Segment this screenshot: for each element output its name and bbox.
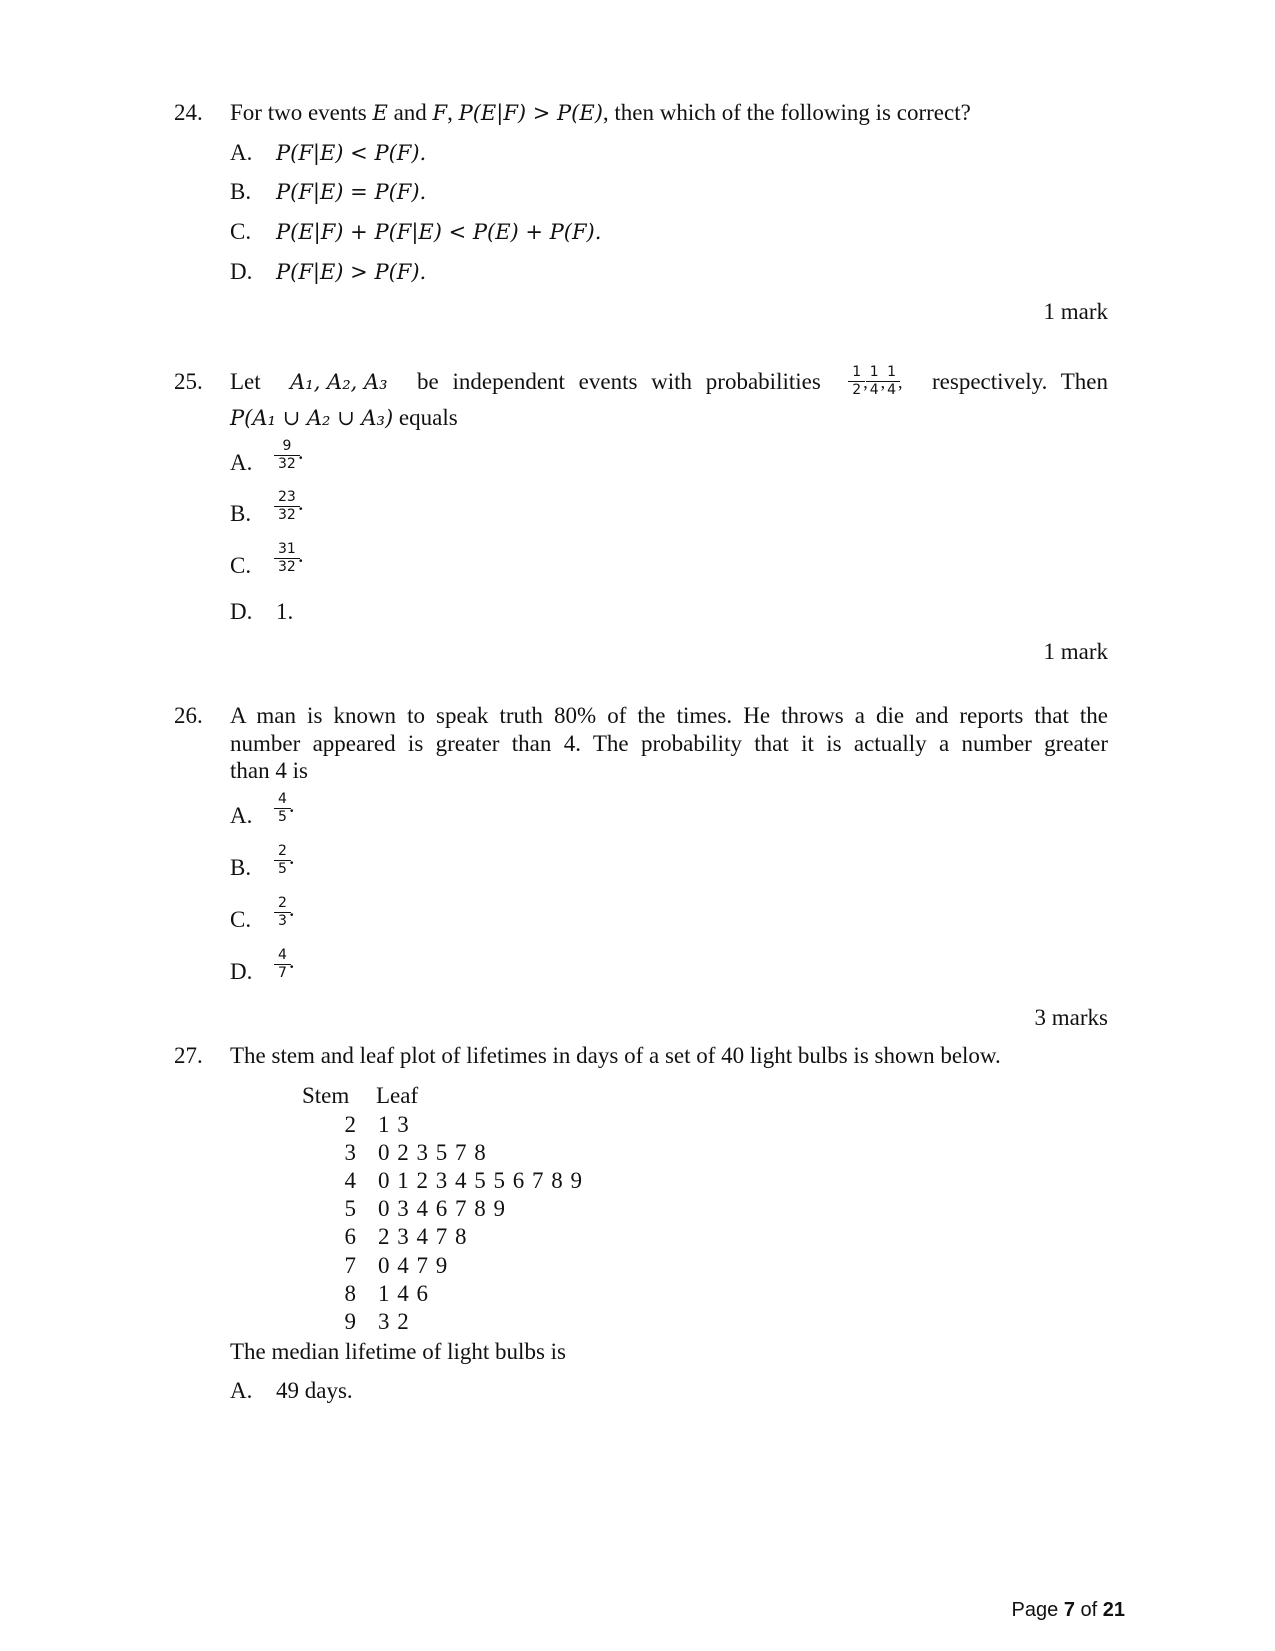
leaf-values: 1 4 6 [378,1281,429,1306]
option-d: 1. [276,599,294,624]
let-word: Let [230,368,261,394]
question-prompt: The median lifetime of light bulbs is [230,1339,566,1364]
numerator: 4 [278,791,287,807]
stem-value: 2 [344,1112,356,1137]
leaf-values: 1 3 [378,1112,410,1137]
leaf-values: 0 2 3 5 7 8 [378,1140,487,1165]
stem-value: 6 [344,1224,356,1249]
marks-label: 3 marks [1034,1005,1108,1030]
comma: , [447,100,453,125]
option-letter-b: B. [230,855,252,880]
page-footer [1012,1599,1125,1622]
option-c: $\frac{31}{32}$ . [276,541,304,576]
stem-value: 7 [344,1253,356,1278]
option-d: P(F|E) > P(F). [276,260,427,284]
stem-middle: be independent events with probabilities [417,368,821,394]
option-letter-d: D. [230,599,253,624]
numerator: 31 [278,541,296,557]
stem-text: For two events [230,100,367,125]
option-fraction [276,541,298,576]
denominator: 5 [278,809,287,825]
option-fraction [276,895,289,930]
question-number: 24. [174,100,203,125]
prob-fraction [850,364,863,399]
stem-value: 4 [344,1168,356,1193]
numerator: 23 [278,489,296,505]
option-c: P(E|F) + P(F|E) < P(E) + P(F). [276,220,602,244]
denominator: 4 [887,382,897,398]
denominator: 32 [278,507,296,523]
marks-label: 1 mark [1043,299,1108,324]
stem-tail: , then which of the following is correct? [602,100,971,125]
numerator: 2 [278,895,287,911]
numerator: 1 [887,364,897,380]
leaf-values: 0 3 4 6 7 8 9 [378,1196,506,1221]
event-f: F [432,101,448,125]
stem-tail: respectively. Then [932,368,1108,394]
leaf-values: 0 4 7 9 [378,1253,449,1278]
option-letter-a: A. [230,450,253,475]
option-c: $\frac{2}{3}$ . [276,895,295,930]
option-b: P(F|E) = P(F). [276,180,427,204]
denominator: 3 [278,913,287,929]
leaf-values: 0 1 2 3 4 5 5 6 7 8 9 [378,1168,583,1193]
stem-value: 8 [344,1281,356,1306]
option-b: $\frac{23}{32}$ . [276,489,304,524]
question-stem: The stem and leaf plot of lifetimes in days of a set of 40 light bulbs is shown below. [230,1043,1001,1068]
question-number: 26. [174,703,203,728]
leaf-values: 2 3 4 7 8 [378,1224,468,1249]
option-b: $\frac{2}{5}$ . [276,843,295,878]
probabilities: $\frac{1}{2}$ , $\frac{1}{4}$ , $\frac{1}{4}$ , [850,364,902,399]
question-stem [230,99,971,127]
question-stem-line1 [230,364,1108,399]
event-e: E [372,101,388,125]
option-fraction [276,791,289,826]
option-letter-a: A. [230,803,253,828]
option-a: P(F|E) < P(F). [276,141,427,165]
option-letter-c: C. [230,219,252,244]
option-letter-b: B. [230,179,252,204]
prob-fraction [885,364,898,399]
stem-value: 9 [344,1309,356,1334]
leaf-header: Leaf [376,1083,419,1108]
option-letter-b: B. [230,501,252,526]
stem-header: Stem [302,1083,350,1108]
events-expr: A₁, A₂, A₃ [290,369,388,394]
option-fraction [276,489,298,524]
option-letter-d: D. [230,259,253,284]
leaf-values: 3 2 [378,1309,410,1334]
option-letter-d: D. [230,959,253,984]
numerator: 2 [278,843,287,859]
question-number: 27. [174,1043,203,1068]
option-a: 49 days. [276,1378,353,1403]
option-a: $\frac{9}{32}$ . [276,438,304,473]
numerator: 1 [869,364,879,380]
page-total: 21 [1102,1599,1125,1621]
equals-word: equals [398,405,458,430]
option-letter-c: C. [230,553,252,578]
question-number: 25. [174,369,203,394]
page-current: 7 [1063,1599,1075,1621]
option-fraction [276,947,289,982]
option-letter-a: A. [230,140,253,165]
numerator: 9 [282,438,292,454]
denominator: 5 [278,861,287,877]
option-a: $\frac{4}{5}$ . [276,791,295,826]
option-letter-a: A. [230,1378,253,1403]
condition-expr: P(E|F) > P(E) [458,101,603,125]
option-letter-c: C. [230,907,252,932]
question-stem-line1: A man is known to speak truth 80% of the times. He throws a die and reports that the [230,703,1108,728]
numerator: 1 [852,364,862,380]
option-d: $\frac{4}{7}$ . [276,947,295,982]
question-stem-line2: number appeared is greater than 4. The probability that it is actually a number greater [230,731,1108,756]
denominator: 32 [278,456,296,472]
and-word: and [393,100,427,125]
of-word: of [1080,1599,1098,1621]
question-stem-line3: than 4 is [230,758,308,783]
numerator: 4 [278,947,287,963]
stem-value: 5 [344,1196,356,1221]
stem-value: 3 [344,1140,356,1165]
denominator: 2 [852,382,862,398]
option-fraction [276,438,298,473]
union-expr: P(A₁ ∪ A₂ ∪ A₃) [230,406,394,430]
option-fraction [276,843,289,878]
page-word: Page [1011,1599,1059,1621]
denominator: 32 [278,559,296,575]
question-stem-line2 [230,404,458,432]
denominator: 4 [869,382,879,398]
denominator: 7 [278,965,287,981]
prob-fraction [868,364,881,399]
marks-label: 1 mark [1043,639,1108,664]
